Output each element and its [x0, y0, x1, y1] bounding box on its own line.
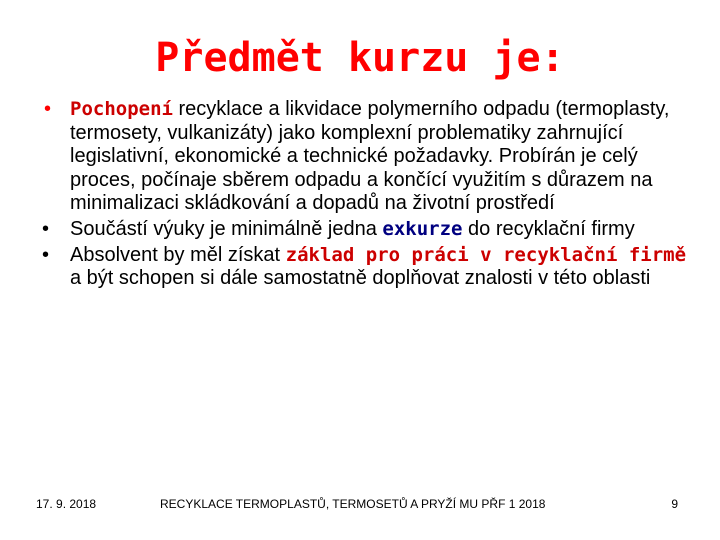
- bullet-marker: •: [42, 243, 50, 266]
- bullet-3-text-before: Absolvent by měl získat: [70, 243, 286, 266]
- bullet-2-emphasis: exkurze: [382, 217, 463, 240]
- footer-date: 17. 9. 2018: [36, 497, 97, 511]
- page-number: 9: [671, 497, 678, 511]
- bullet-item-3: [30, 244, 702, 291]
- bullet-list: [30, 98, 702, 291]
- bullet-3-emphasis: základ pro práci v recyklační firmě: [285, 243, 687, 266]
- bullet-marker: •: [42, 217, 50, 240]
- bullet-1-text: recyklace a likvidace polymerního odpadu (termoplasty, termosety, vulkanizáty) jako komplexní problematiky zahrnující legislativní, ekonomické a technické požadavky. Probírán je celý proces, počínaje sběrem odpadu a končící využitím s důrazem na minimalizaci skládkování a dopadů na životní prostředí: [70, 98, 670, 215]
- bullet-item-1: [30, 98, 702, 216]
- bullet-item-2: [30, 218, 702, 242]
- bullet-3-text-after: a být schopen si dále samostatně doplňovat znalosti v této oblasti: [70, 267, 651, 290]
- bullet-2-text-before: Součástí výuky je minimálně jedna: [70, 217, 383, 240]
- bullet-marker: •: [44, 98, 52, 120]
- slide-title: Předmět kurzu je:: [155, 35, 565, 81]
- bullet-1-emphasis: Pochopení: [70, 98, 173, 120]
- bullet-2-text-after: do recyklační firmy: [462, 217, 635, 240]
- footer-title: RECYKLACE TERMOPLASTŮ, TERMOSETŮ A PRYŽÍ MU PŘF 1 2018: [160, 497, 546, 511]
